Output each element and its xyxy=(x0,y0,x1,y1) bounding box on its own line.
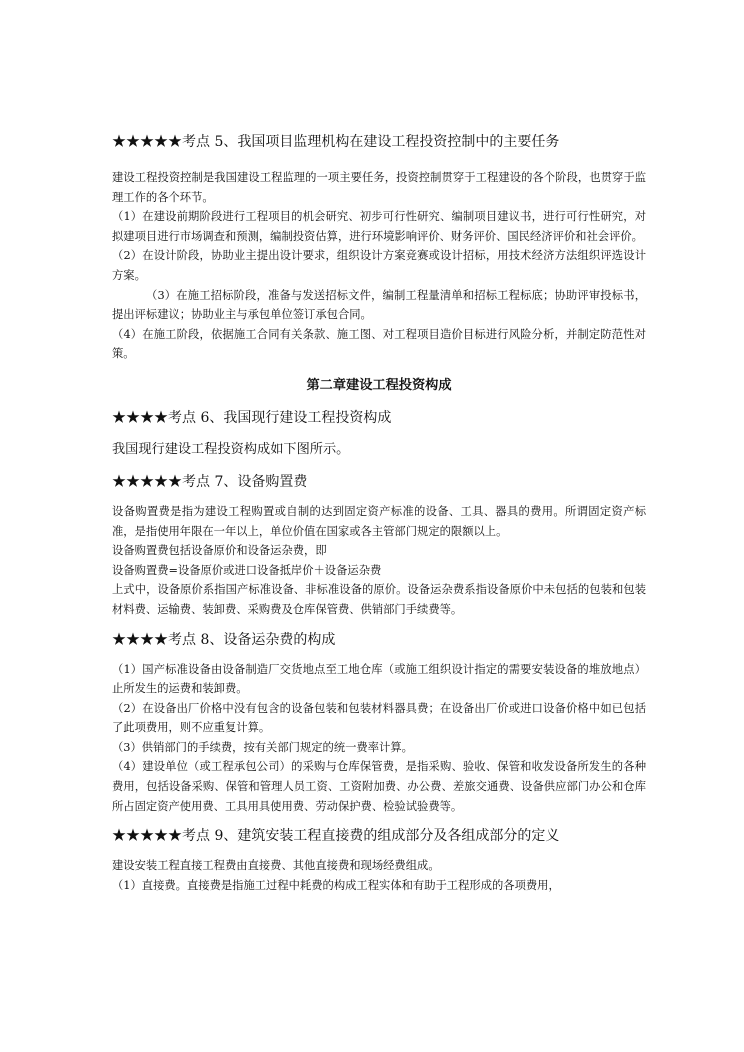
section-8-item-2: （2）在设备出厂价格中没有包含的设备包装和包装材料器具费；在设备出厂价或进口设备价格中如已包括了此项费用，则不应重复计算。 xyxy=(112,701,646,735)
section-6-heading: ★★★★考点 6、我国现行建设工程投资构成 xyxy=(112,409,392,426)
section-7-heading: ★★★★★考点 7、设备购置费 xyxy=(112,473,308,490)
section-7-definition: 设备购置费是指为建设工程购置或自制的达到固定资产标准的设备、工具、器具的费用。所谓固定资产标准，是指使用年限在一年以上，单位价值在国家或各主管部门规定的限额以上。 xyxy=(112,504,646,538)
chapter-2-title: 第二章建设工程投资构成 xyxy=(306,377,452,393)
section-5-item-4: （4）在施工阶段，依据施工合同有关条款、施工图、对工程项目造价目标进行风险分析，并制定防范性对策。 xyxy=(112,327,646,361)
section-6-text: 我国现行建设工程投资构成如下图所示。 xyxy=(112,441,350,457)
section-8-item-4: （4）建设单位（或工程承包公司）的采购与仓库保管费，是指采购、验收、保管和收发设备所发生的各种费用，包括设备采购、保管和管理人员工资、工资附加费、办公费、差旅交通费、设备供应部门办公和仓库所占固定资产使用费、工具用具使用费、劳动保护费、检验试验费等。 xyxy=(112,760,646,813)
section-9-intro: 建设安装工程直接工程费由直接费、其他直接费和现场经费组成。 xyxy=(112,859,440,873)
section-8-item-1: （1）国产标准设备由设备制造厂交货地点至工地仓库（或施工组织设计指定的需要安装设备的堆放地点）止所发生的运费和装卸费。 xyxy=(112,662,646,696)
section-8-item-3: （3）供销部门的手续费，按有关部门规定的统一费率计算。 xyxy=(112,740,413,754)
section-5-heading: ★★★★★考点 5、我国项目监理机构在建设工程投资控制中的主要任务 xyxy=(112,134,560,150)
section-8-heading: ★★★★考点 8、设备运杂费的构成 xyxy=(112,631,336,648)
section-9-item-1: （1）直接费。直接费是指施工过程中耗费的构成工程实体和有助于工程形成的各项费用， xyxy=(112,878,560,892)
section-5-intro: 建设工程投资控制是我国建设工程监理的一项主要任务，投资控制贯穿于工程建设的各个阶段，也贯穿于监理工作的各个环节。 xyxy=(112,171,646,204)
section-7-formula: 设备购置费=设备原价或进口设备抵岸价＋设备运杂费 xyxy=(112,563,382,577)
section-5-item-2: （2）在设计阶段，协助业主提出设计要求，组织设计方案竞赛或设计招标，用技术经济方法组织评选设计方案。 xyxy=(112,249,646,282)
section-7-explanation: 上式中，设备原价系指国产标准设备、非标准设备的原价。设备运杂费系指设备原价中未包括的包装和包装材料费、运输费、装卸费、采购费及仓库保管费、供销部门手续费等。 xyxy=(112,583,646,616)
section-9-heading: ★★★★★考点 9、建筑安装工程直接费的组成部分及各组成部分的定义 xyxy=(112,828,560,845)
document-content xyxy=(112,132,646,895)
section-5-item-1: （1）在建设前期阶段进行工程项目的机会研究、初步可行性研究、编制项目建议书，进行可行性研究，对拟建项目进行市场调查和预测，编制投资估算，进行环境影响评价、财务评价、国民经济评价和社会评价。 xyxy=(112,210,646,243)
section-5-item-3: （3）在施工招标阶段，准备与发送招标文件，编制工程量清单和招标工程标底；协助评审投标书，提出评标建议；协助业主与承包单位签订承包合同。 xyxy=(112,288,646,322)
section-7-composition: 设备购置费包括设备原价和设备运杂费，即 xyxy=(112,544,327,558)
